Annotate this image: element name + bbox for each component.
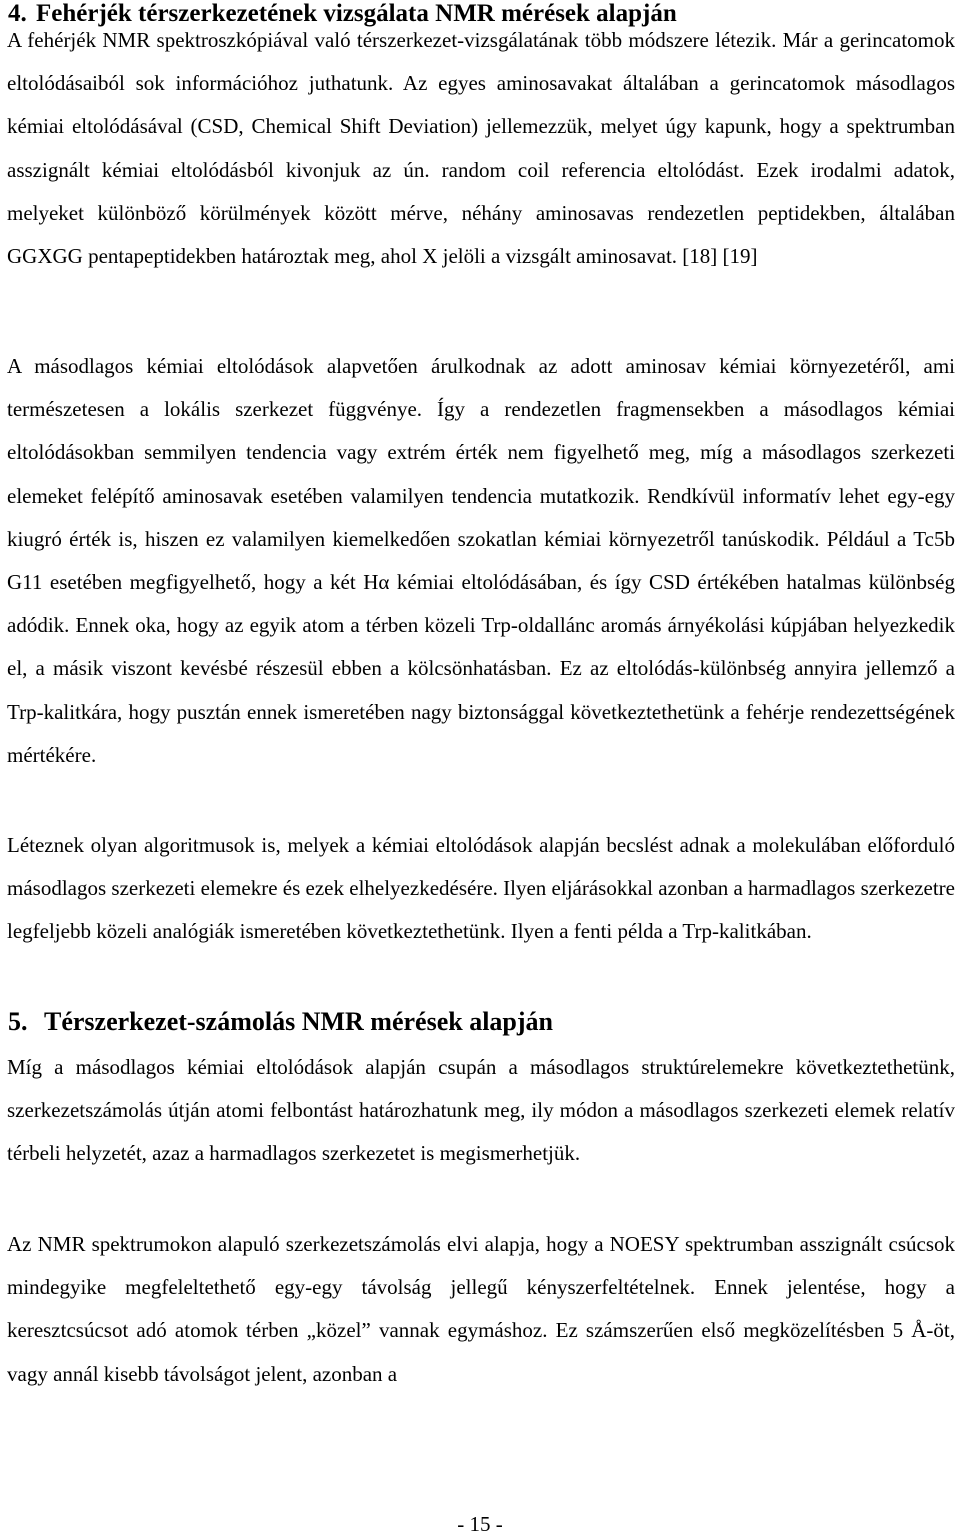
section-5-paragraph-2: Az NMR spektrumokon alapuló szerkezetszámolás elvi alapja, hogy a NOESY spektrumban asszignált csúcsok mindegyike megfeleltethető egy-egy távolság jellegű kényszerfeltételnek. Ennek jelentése, hogy a keresztcsúcsot adó atomok térben „közel” vannak egymáshoz. Ez számszerűen első megközelítésben 5 Å-öt, vagy annál kisebb távolságot jelent, azonban a	[7, 1232, 955, 1386]
section-5-paragraph-1: Míg a másodlagos kémiai eltolódások alapján csupán a másodlagos struktúrelemekre következtethetünk, szerkezetszámolás útján atomi felbontást határozhatunk meg, ily módon a másodlagos szerkezeti elemek relatív térbeli helyzetét, azaz a harmadlagos szerkezetet is megismerhetjük.	[7, 1055, 955, 1166]
section-4-number: 4.	[8, 0, 27, 27]
section-4-title: Fehérjék térszerkezetének vizsgálata NMR mérések alapján	[36, 0, 677, 27]
section-4-paragraph-1: A fehérjék NMR spektroszkópiával való térszerkezet-vizsgálatának több módszere létezik. Már a gerincatomok eltolódásaiból sok információhoz juthatunk. Az egyes aminosavakat általában a gerincatomok másodlagos kémiai eltolódásával (CSD, Chemical Shift Deviation) jellemezzük, melyet úgy kapunk, hogy a spektrumban asszignált kémiai eltolódásból kivonjuk az ún. random coil referencia eltolódást. Ezek irodalmi adatok, melyeket különböző körülmények között mérve, néhány aminosavas rendezetlen peptidekben, általában GGXGG pentapeptidekben határoztak meg, ahol X jelöli a vizsgált aminosavat. [18] [19]	[7, 28, 955, 269]
page-number: - 15 -	[457, 1512, 503, 1536]
section-5-title: Térszerkezet-számolás NMR mérések alapján	[44, 1007, 554, 1036]
section-4-paragraph-2: A másodlagos kémiai eltolódások alapvetően árulkodnak az adott aminosav kémiai környezetéről, ami természetesen a lokális szerkezet függvénye. Így a rendezetlen fragmensekben a másodlagos kémiai eltolódásokban semmilyen tendencia vagy extrém érték nem figyelhető meg, míg a másodlagos szerkezeti elemeket felépítő aminosavak esetében valamilyen tendencia mutatkozik. Rendkívül informatív lehet egy-egy kiugró érték is, hiszen ez valamilyen kiemelkedően szokatlan kémiai környezetről tanúskodik. Például a Tc5b G11 esetében megfigyelhető, hogy a két Hα kémiai eltolódásában, és így CSD értékében hatalmas különbség adódik. Ennek oka, hogy az egyik atom a térben közeli Trp-oldallánc aromás árnyékolási kúpjában helyezkedik el, a másik viszont kevésbé részesül ebben a kölcsönhatásban. Ez az eltolódás-különbség annyira jellemző a Trp-kalitkára, hogy pusztán ennek ismeretében nagy biztonsággal következtethetünk a fehérje rendezettségének mértékére.	[7, 354, 955, 767]
section-4-paragraph-3: Léteznek olyan algoritmusok is, melyek a kémiai eltolódások alapján becslést adnak a molekulában előforduló másodlagos szerkezeti elemekre és ezek elhelyezkedésére. Ilyen eljárásokkal azonban a harmadlagos szerkezetre legfeljebb közeli analógiák ismeretében következtethetünk. Ilyen a fenti példa a Trp-kalitkában.	[7, 833, 955, 944]
section-5-heading	[8, 1004, 553, 1040]
section-5-number: 5.	[8, 1007, 28, 1036]
